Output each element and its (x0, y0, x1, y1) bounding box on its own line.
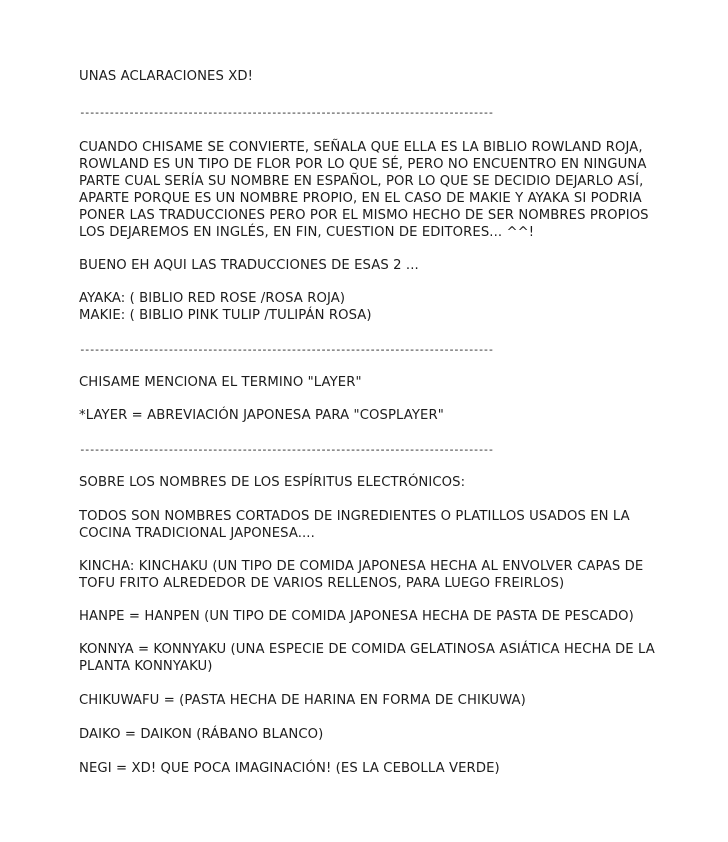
separator-line: ------------------------------------------------------------------------------------ (79, 344, 493, 356)
paragraph-line: KONNYA = KONNYAKU (UNA ESPECIE DE COMIDA GELATINOSA ASIÁTICA HECHA DE LA (79, 642, 655, 657)
translations-intro: BUENO EH AQUI LAS TRADUCCIONES DE ESAS 2 ... (79, 258, 419, 273)
spirits-heading: SOBRE LOS NOMBRES DE LOS ESPÍRITUS ELECTRÓNICOS: (79, 475, 466, 490)
paragraph-line: ROWLAND ES UN TIPO DE FLOR POR LO QUE SÉ, PERO NO ENCUENTRO EN NINGUNA (79, 157, 647, 172)
separator-line: ------------------------------------------------------------------------------------ (79, 444, 493, 456)
paragraph-line: CUANDO CHISAME SE CONVIERTE, SEÑALA QUE ELLA ES LA BIBLIO ROWLAND ROJA, (79, 140, 643, 155)
hanpe-entry: HANPE = HANPEN (UN TIPO DE COMIDA JAPONESA HECHA DE PASTA DE PESCADO) (79, 609, 634, 624)
paragraph-line: KINCHA: KINCHAKU (UN TIPO DE COMIDA JAPONESA HECHA AL ENVOLVER CAPAS DE (79, 559, 644, 574)
layer-mention: CHISAME MENCIONA EL TERMINO "LAYER" (79, 375, 362, 390)
layer-definition: *LAYER = ABREVIACIÓN JAPONESA PARA "COSPLAYER" (79, 408, 444, 423)
makie-translation: MAKIE: ( BIBLIO PINK TULIP /TULIPÁN ROSA) (79, 308, 372, 323)
paragraph-line: COCINA TRADICIONAL JAPONESA.... (79, 526, 315, 541)
paragraph-line: TODOS SON NOMBRES CORTADOS DE INGREDIENTES O PLATILLOS USADOS EN LA (79, 509, 630, 524)
chikuwafu-entry: CHIKUWAFU = (PASTA HECHA DE HARINA EN FORMA DE CHIKUWA) (79, 693, 526, 708)
paragraph-line: APARTE PORQUE ES UN NOMBRE PROPIO, EN EL CASO DE MAKIE Y AYAKA SI PODRIA (79, 191, 642, 206)
notes-title: UNAS ACLARACIONES XD! (79, 69, 254, 84)
paragraph-line: LOS DEJAREMOS EN INGLÉS, EN FIN, CUESTION DE EDITORES... ^^! (79, 225, 535, 240)
daiko-entry: DAIKO = DAIKON (RÁBANO BLANCO) (79, 727, 324, 742)
paragraph-line: PONER LAS TRADUCCIONES PERO POR EL MISMO HECHO DE SER NOMBRES PROPIOS (79, 208, 649, 223)
ayaka-translation: AYAKA: ( BIBLIO RED ROSE /ROSA ROJA) (79, 291, 346, 306)
paragraph-line: PARTE CUAL SERÍA SU NOMBRE EN ESPAÑOL, POR LO QUE SE DECIDIO DEJARLO ASÍ, (79, 174, 644, 189)
paragraph-line: TOFU FRITO ALREDEDOR DE VARIOS RELLENOS, PARA LUEGO FREIRLOS) (79, 576, 565, 591)
paragraph-line: PLANTA KONNYAKU) (79, 659, 213, 674)
separator-line: ------------------------------------------------------------------------------------ (79, 107, 493, 119)
negi-entry: NEGI = XD! QUE POCA IMAGINACIÓN! (ES LA CEBOLLA VERDE) (79, 761, 500, 776)
